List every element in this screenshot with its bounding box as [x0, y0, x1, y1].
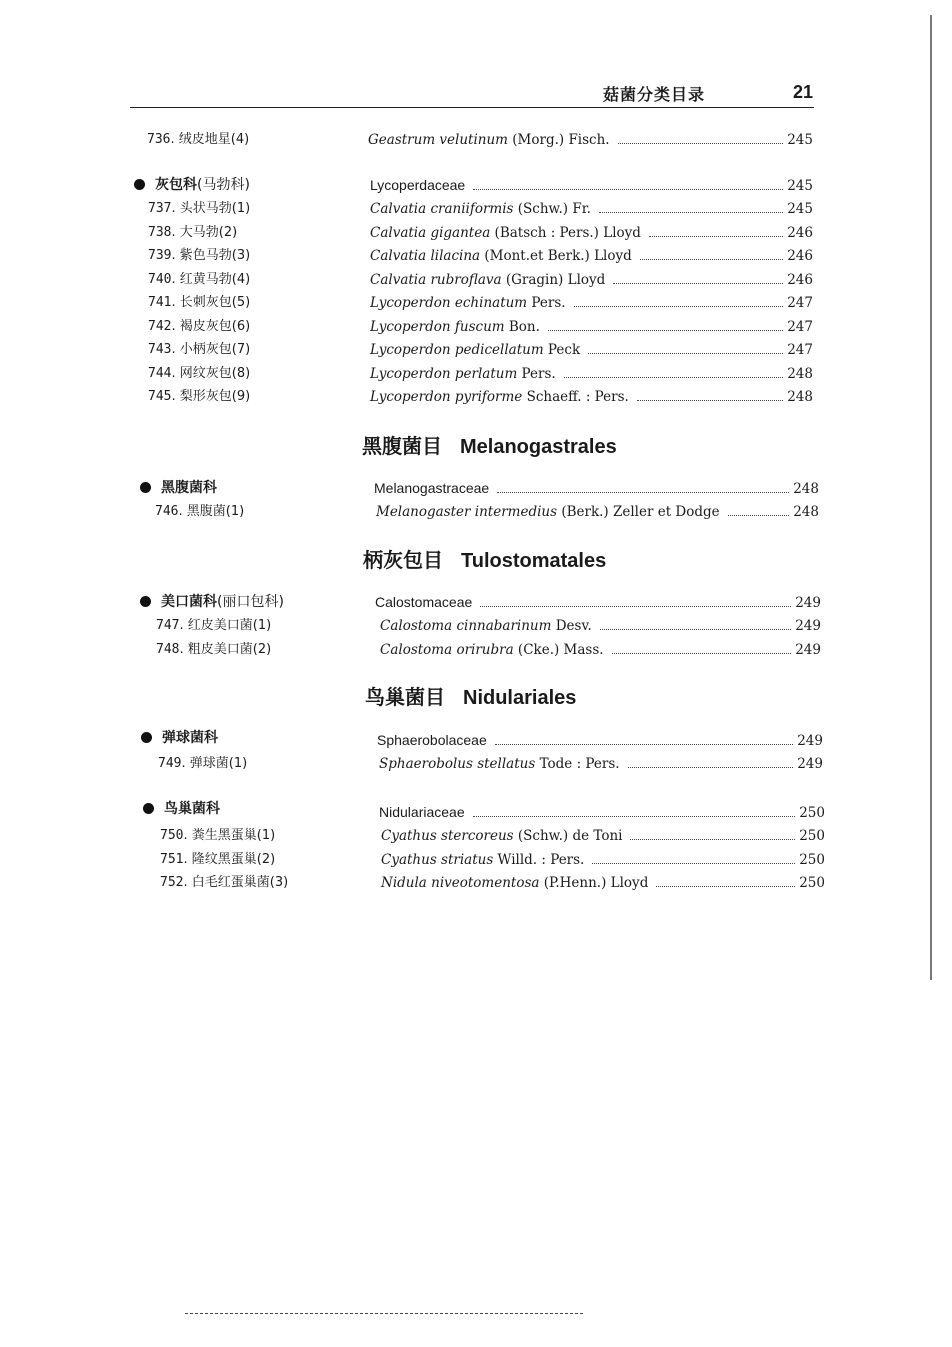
dot-leader: [600, 629, 791, 630]
bullet-icon: [134, 179, 145, 190]
dot-leader: [548, 330, 783, 331]
list-item: 748. 粗皮美口菌(2): [156, 641, 272, 657]
species-entry: Calvatia lilacina (Mont.et Berk.) Lloyd 246: [370, 248, 813, 264]
dot-leader: [640, 259, 783, 260]
dot-leader: [473, 189, 783, 190]
dot-leader: [630, 839, 795, 840]
species-entry: Calostoma cinnabarinum Desv. 249: [380, 618, 821, 634]
species-entry: Calvatia craniiformis (Schw.) Fr. 245: [370, 201, 813, 217]
order-heading: 黑腹菌目 Melanogastrales: [362, 434, 617, 458]
family-heading: 弹球菌科: [141, 729, 218, 747]
bullet-icon: [141, 732, 152, 743]
list-item: 736. 绒皮地星(4): [147, 132, 250, 147]
dot-leader: [613, 283, 783, 284]
list-item: 751. 隆纹黑蛋巢(2): [160, 851, 276, 867]
species-entry: Lycoperdon fuscum Bon. 247: [370, 318, 813, 335]
species-entry: Geastrum velutinum (Morg.) Fisch. 245: [368, 132, 813, 148]
species-entry: Cyathus stercoreus (Schw.) de Toni 250: [381, 828, 825, 844]
list-item: 738. 大马勃(2): [148, 224, 238, 240]
list-item: 740. 红黄马勃(4): [148, 271, 251, 287]
list-item: 750. 粪生黑蛋巢(1): [160, 828, 276, 843]
species-entry: Calostoma orirubra (Cke.) Mass. 249: [380, 641, 821, 658]
list-item: 741. 长刺灰包(5): [148, 295, 251, 310]
list-item: 745. 梨形灰包(9): [148, 389, 251, 404]
species-entry: Nidula niveotomentosa (P.Henn.) Lloyd 250: [381, 875, 825, 891]
family-entry: Nidulariaceae 250: [379, 804, 825, 821]
dot-leader: [592, 863, 795, 864]
header-rule: [130, 107, 814, 108]
species-entry: Cyathus striatus Willd. : Pers. 250: [381, 851, 825, 868]
dot-leader: [612, 653, 792, 654]
species-entry: Sphaerobolus stellatus Tode : Pers. 249: [379, 756, 823, 772]
family-heading: 黑腹菌科: [140, 479, 217, 497]
dot-leader: [564, 377, 784, 378]
dot-leader: [728, 515, 790, 516]
dot-leader: [599, 212, 783, 213]
family-entry: Melanogastraceae 248: [374, 480, 819, 497]
list-item: 749. 弹球菌(1): [158, 756, 248, 771]
family-entry: Sphaerobolaceae 249: [377, 732, 823, 749]
dot-leader: [497, 492, 789, 493]
dot-leader: [628, 767, 794, 768]
species-entry: Lycoperdon pedicellatum Peck 247: [370, 342, 813, 358]
dot-leader: [495, 744, 793, 745]
dot-leader: [588, 353, 783, 354]
species-entry: Lycoperdon pyriforme Schaeff. : Pers. 248: [370, 389, 813, 405]
bullet-icon: [143, 803, 154, 814]
list-item: 746. 黑腹菌(1): [155, 504, 245, 519]
dot-leader: [649, 236, 783, 237]
dot-leader: [480, 606, 791, 607]
dot-leader: [637, 400, 783, 401]
list-item: 737. 头状马勃(1): [148, 201, 251, 216]
order-heading: 柄灰包目 Tulostomatales: [363, 548, 607, 572]
species-entry: Lycoperdon echinatum Pers. 247: [370, 295, 813, 311]
order-heading: 鸟巢菌目 Nidulariales: [365, 685, 577, 709]
page-number: 21: [793, 82, 814, 102]
family-heading: 鸟巢菌科: [143, 800, 220, 818]
list-item: 742. 褐皮灰包(6): [148, 318, 251, 334]
list-item: 743. 小柄灰包(7): [148, 342, 251, 357]
family-heading: 美口菌科(丽口包科): [140, 593, 284, 611]
bullet-icon: [140, 596, 151, 607]
list-item: 747. 红皮美口菌(1): [156, 618, 272, 633]
dot-leader: [656, 886, 795, 887]
species-entry: Calvatia gigantea (Batsch : Pers.) Lloyd 246: [370, 224, 813, 241]
species-entry: Lycoperdon perlatum Pers. 248: [370, 365, 813, 382]
page-edge-rule: [930, 15, 932, 980]
species-entry: Calvatia rubroflava (Gragin) Lloyd 246: [370, 271, 813, 288]
dot-leader: [574, 306, 784, 307]
family-heading: 灰包科(马勃科): [134, 176, 250, 194]
list-item: 752. 白毛红蛋巢菌(3): [160, 875, 289, 890]
species-entry: Melanogaster intermedius (Berk.) Zeller et Dodge 248: [376, 504, 819, 520]
family-entry: Lycoperdaceae 245: [370, 177, 813, 194]
family-entry: Calostomaceae 249: [375, 594, 821, 611]
dot-leader: [618, 143, 784, 144]
running-header-title: 菇菌分类目录: [603, 85, 706, 104]
dot-leader: [473, 816, 796, 817]
footer-rule: [185, 1313, 583, 1314]
list-item: 744. 网纹灰包(8): [148, 365, 251, 381]
list-item: 739. 紫色马勃(3): [148, 248, 251, 263]
bullet-icon: [140, 482, 151, 493]
